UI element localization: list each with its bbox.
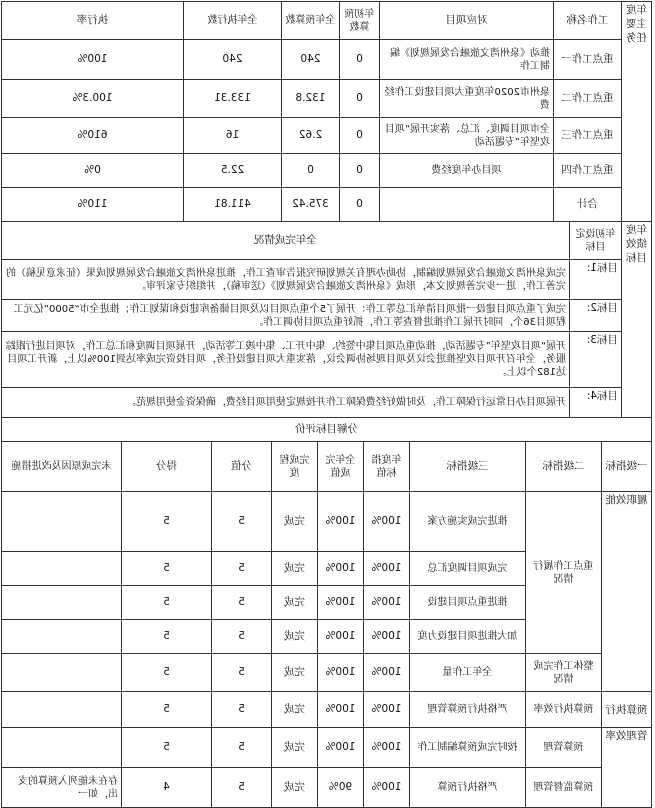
- table-row: [1, 654, 651, 692]
- total-rate: 110%: [2, 188, 184, 222]
- table-row: [1, 728, 651, 768]
- eval-l3: 加大推进项目建设力度: [410, 620, 526, 654]
- eval-score: 5: [122, 728, 212, 768]
- table-row: [2, 118, 652, 154]
- eval-value: 5: [212, 654, 272, 692]
- eval-value: 5: [212, 768, 272, 808]
- col-target-header: 年度指标值: [364, 442, 410, 492]
- work-project: 全市项目调度、汇总、落实开展“项目攻坚年”专题活动: [380, 118, 554, 154]
- eval-full: 100%: [318, 620, 364, 654]
- eval-degree: 完成: [272, 620, 318, 654]
- eval-value: 5: [212, 492, 272, 552]
- eval-target: 100%: [364, 728, 410, 768]
- goals-status-header: 全年完成情况: [2, 222, 570, 260]
- eval-degree: 完成: [272, 768, 318, 808]
- eval-reason: [1, 654, 121, 692]
- goal-text: 完成泉州湾文旅融合发展规划编制，协助办理有关规划研究报告审查工作，推进泉州湾文旅融合发展规划成果（征求意见稿）的完善工作，进一步完善规划文本，形成《泉州湾文旅融合发展规划》（送审稿），并组织专家评审。: [2, 260, 570, 300]
- col-full-exec-header: 全年执行数: [184, 2, 282, 40]
- eval-degree: 完成: [272, 728, 318, 768]
- work-name: 重点工作一: [554, 40, 622, 80]
- eval-degree: 完成: [272, 654, 318, 692]
- eval-l3: 完成项目调度汇总: [410, 552, 526, 586]
- work-exec: 22.5: [184, 154, 282, 188]
- col-rate-header: 执行率: [2, 2, 184, 40]
- goals-set-header: 年初设定目标: [570, 222, 622, 260]
- work-name: 重点工作四: [554, 154, 622, 188]
- eval-l3: 按时完成预算编制工作: [410, 728, 526, 768]
- eval-l1: 履职效能: [602, 492, 652, 692]
- work-project: 项目办年度经费: [380, 154, 554, 188]
- eval-degree: 完成: [272, 586, 318, 620]
- eval-l3: 推进完成实施方案: [410, 492, 526, 552]
- work-budget: 2.62: [282, 118, 340, 154]
- work-initial: 0: [340, 40, 380, 80]
- eval-score: 5: [122, 552, 212, 586]
- eval-table: [1, 417, 652, 808]
- work-exec: 240: [184, 40, 282, 80]
- eval-full: 100%: [318, 492, 364, 552]
- eval-l2: 重点工作履行情况: [526, 492, 602, 654]
- eval-l3: 全年工作量: [410, 654, 526, 692]
- goal-text: 开展项目办日常运行保障工作，及时做好经费保障工作并按规定使用项目经费，确保资金使用规范。: [2, 388, 570, 418]
- work-rate: 0%: [2, 154, 184, 188]
- eval-l1: 预算执行: [602, 692, 652, 728]
- eval-score: 5: [122, 692, 212, 728]
- goal-label: 目标4:: [570, 388, 622, 418]
- work-budget: 0: [282, 154, 340, 188]
- work-rate: 100%: [2, 40, 184, 80]
- goal-row: [2, 260, 652, 300]
- goal-row: [2, 300, 652, 332]
- work-initial: 0: [340, 80, 380, 118]
- eval-reason: [1, 552, 121, 586]
- table-row: [2, 40, 652, 80]
- goal-label: 目标3:: [570, 332, 622, 388]
- eval-value: 5: [212, 620, 272, 654]
- eval-reason: [1, 586, 121, 620]
- eval-target: 100%: [364, 654, 410, 692]
- eval-l1: 管理效率: [602, 728, 652, 808]
- table-row: [1, 492, 651, 552]
- table-row: [1, 768, 651, 808]
- eval-target: 100%: [364, 768, 410, 808]
- eval-target: 100%: [364, 552, 410, 586]
- col-l2-header: 二级指标: [526, 442, 602, 492]
- col-degree-header: 完成程度: [272, 442, 318, 492]
- eval-l2: 预算监督管理: [526, 768, 602, 808]
- col-l3-header: 三级指标: [410, 442, 526, 492]
- eval-degree: 完成: [272, 552, 318, 586]
- eval-target: 100%: [364, 692, 410, 728]
- work-budget: 240: [282, 40, 340, 80]
- eval-full: 100%: [318, 728, 364, 768]
- col-reason-header: 未完成原因及改进措施: [1, 442, 121, 492]
- work-exec: 16: [184, 118, 282, 154]
- eval-full: 100%: [318, 552, 364, 586]
- task-table: [1, 1, 652, 222]
- eval-value: 5: [212, 692, 272, 728]
- eval-score: 5: [122, 586, 212, 620]
- eval-l3: 严格执行预算管理: [410, 692, 526, 728]
- total-initial: 0: [340, 188, 380, 222]
- work-project: 推动《泉州湾文旅融合发展规划》编制工作: [380, 40, 554, 80]
- eval-l3: 严格执行预算: [410, 768, 526, 808]
- col-full-budget-header: 全年预算数: [282, 2, 340, 40]
- goal-row: [2, 388, 652, 418]
- work-rate: 610%: [2, 118, 184, 154]
- eval-degree: 完成: [272, 692, 318, 728]
- eval-reason: [1, 692, 121, 728]
- work-exec: 133.31: [184, 80, 282, 118]
- eval-value: 5: [212, 728, 272, 768]
- total-project: [380, 188, 554, 222]
- table-row: [2, 154, 652, 188]
- col-score-header: 得分: [122, 442, 212, 492]
- eval-score: 5: [122, 620, 212, 654]
- work-rate: 100.3%: [2, 80, 184, 118]
- total-label: 合计: [554, 188, 622, 222]
- eval-value: 5: [212, 552, 272, 586]
- work-project: 泉州市2020年度重大项目建设工作经费: [380, 80, 554, 118]
- eval-score: 5: [122, 492, 212, 552]
- goals-section-label: 年度绩效目标: [622, 222, 652, 418]
- task-section-label: 年度主要任务: [622, 2, 652, 222]
- table-row: [2, 80, 652, 118]
- eval-score: 5: [122, 654, 212, 692]
- goal-text: 完成了重点项目建设一批项目清单汇总等工作：开展了5个重点项目以及项目储备库建设和谋划工作；推进全市“5000”亿元工程项目36个，同时开展工作推进督查等工作，抓好重点项目协调工作。: [2, 300, 570, 332]
- eval-l2: 整体工作完成情况: [526, 654, 602, 692]
- eval-target: 100%: [364, 620, 410, 654]
- col-score-value-header: 分值: [212, 442, 272, 492]
- eval-full: 100%: [318, 692, 364, 728]
- eval-reason: [1, 728, 121, 768]
- work-budget: 132.8: [282, 80, 340, 118]
- eval-reason: [1, 620, 121, 654]
- col-project-header: 对应项目: [380, 2, 554, 40]
- eval-score: 4: [122, 768, 212, 808]
- total-exec: 411.81: [184, 188, 282, 222]
- eval-full: 100%: [318, 586, 364, 620]
- table-row: [1, 692, 651, 728]
- col-initial-header: 年初预算数: [340, 2, 380, 40]
- eval-value: 5: [212, 586, 272, 620]
- eval-section-label: 分解目标评价: [1, 418, 651, 442]
- work-name: 重点工作二: [554, 80, 622, 118]
- eval-target: 100%: [364, 492, 410, 552]
- col-full-header: 全年完成值: [318, 442, 364, 492]
- goal-text: 开展“项目攻坚年”专题活动，推动重点项目集中签约、集中开工、集中竣工等活动，开展项目调度和汇总工作，对项目进行跟踪服务，全年召开项目攻坚推进会议及项目现场协调会议，落实重大项目建设任务，项目投资完成率达到100%以上，新开工项目达182个以上。: [2, 332, 570, 388]
- eval-reason: 存在未能列入预算的支出，如一: [1, 768, 121, 808]
- work-name: 重点工作三: [554, 118, 622, 154]
- col-l1-header: 一级指标: [602, 442, 652, 492]
- eval-l3: 推进重点项目建设: [410, 586, 526, 620]
- total-budget: 375.42: [282, 188, 340, 222]
- goals-table: [1, 221, 652, 418]
- eval-full: 100%: [318, 654, 364, 692]
- eval-reason: [1, 492, 121, 552]
- eval-full: 90%: [318, 768, 364, 808]
- goal-row: [2, 332, 652, 388]
- total-row: [2, 188, 652, 222]
- work-initial: 0: [340, 154, 380, 188]
- eval-l2: 预算执行效率: [526, 692, 602, 728]
- work-initial: 0: [340, 118, 380, 154]
- eval-l2: 预算管理: [526, 728, 602, 768]
- goal-label: 目标2:: [570, 300, 622, 332]
- eval-target: 100%: [364, 586, 410, 620]
- col-name-header: 工作名称: [554, 2, 622, 40]
- goal-label: 目标1:: [570, 260, 622, 300]
- eval-degree: 完成: [272, 492, 318, 552]
